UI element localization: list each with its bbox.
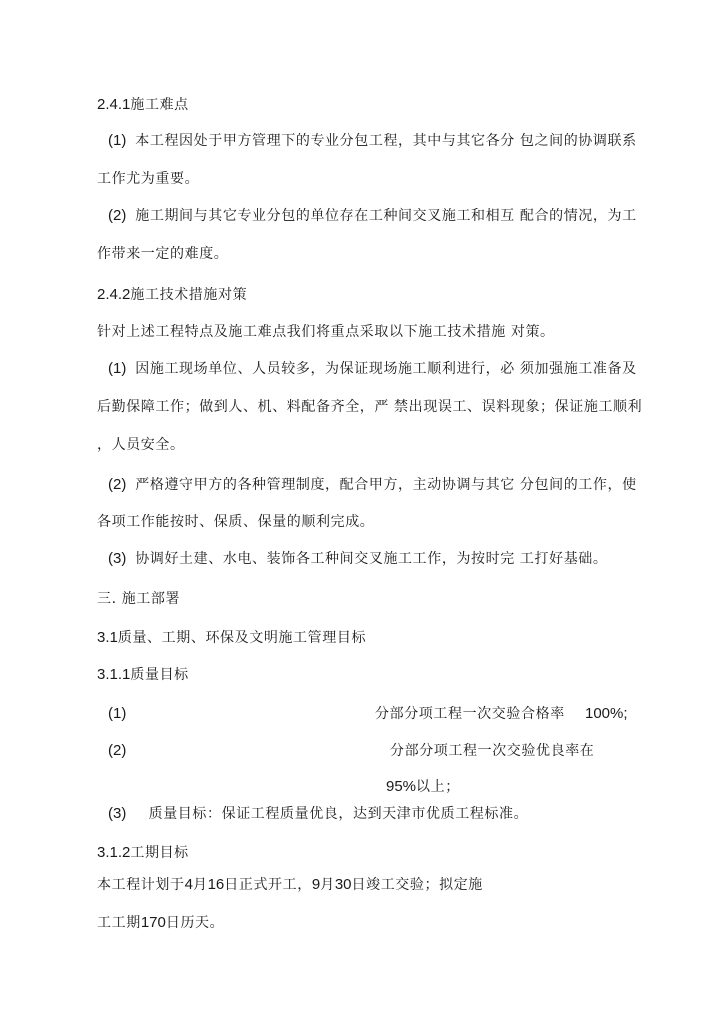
section-number: 3.1.1 — [97, 666, 131, 683]
start-month: 4 — [184, 876, 193, 893]
difficulty-item-1-line-1 — [108, 131, 637, 151]
quality-item-2-number: (2) — [108, 742, 127, 759]
measures-intro — [97, 322, 555, 342]
section-number: 2.4.1 — [97, 96, 131, 113]
chapter-3-heading — [97, 589, 180, 609]
measure-item-1-line-3 — [97, 435, 185, 455]
schedule-line-2: 工工期170日历天。 — [97, 914, 225, 931]
item-text: 作带来一定的难度。 — [97, 246, 229, 262]
quality-item-2-text: 分部分项工程一次交验优良率在 — [390, 743, 595, 759]
section-number: 3.1 — [97, 629, 118, 646]
section-title: 质量目标 — [130, 667, 189, 683]
measure-item-3 — [108, 549, 608, 569]
item-number: (1) — [108, 360, 127, 377]
schedule-line-1: 本工程计划于4月16日正式开工，9月30日竣工交验；拟定施 — [97, 876, 483, 893]
section-title: 工期目标 — [130, 845, 189, 861]
section-title: 施工难点 — [130, 97, 189, 113]
chapter-title: 三. 施工部署 — [97, 591, 181, 607]
duration-days: 170 — [140, 914, 166, 931]
section-number: 2.4.2 — [97, 286, 131, 303]
item-text: 工作尤为重要。 — [97, 171, 200, 187]
intro-text: 针对上述工程特点及施工难点我们将重点采取以下施工技术措施 对策。 — [97, 324, 555, 340]
item-number: (2) — [108, 476, 127, 493]
section-number: 3.1.2 — [97, 844, 131, 861]
start-day: 16 — [207, 876, 225, 893]
quality-item-1-text: 分部分项工程一次交验合格率 — [375, 706, 565, 722]
item-number: (3) — [108, 550, 127, 567]
item-text: 本工程因处于甲方管理下的专业分包工程，其中与其它各分 包之间的协调联系 — [135, 133, 637, 149]
measure-item-2-line-2 — [97, 512, 374, 532]
item-text: 后勤保障工作；做到人、机、料配备齐全，严 禁出现误工、误料现象；保证施工顺利 — [97, 399, 643, 415]
measure-item-1-line-2 — [97, 397, 642, 417]
heading-3-1-2 — [97, 843, 189, 863]
quality-item-1-value: 100%; — [585, 705, 628, 722]
section-title: 施工技术措施对策 — [130, 287, 248, 303]
item-text: 因施工现场单位、人员较多，为保证现场施工顺利进行，必 须加强施工准备及 — [135, 361, 637, 377]
item-text: 各项工作能按时、保质、保量的顺利完成。 — [97, 514, 375, 530]
rate-suffix: 以上； — [416, 779, 460, 795]
heading-2-4-1 — [97, 95, 189, 115]
item-text: 协调好土建、水电、装饰各工种间交叉施工工作，为按时完 工打好基础。 — [135, 551, 608, 567]
difficulty-item-2-line-2 — [97, 244, 228, 264]
section-title: 质量、工期、环保及文明施工管理目标 — [117, 630, 367, 646]
difficulty-item-2-line-1 — [108, 206, 637, 226]
measure-item-1-line-1 — [108, 359, 637, 379]
quality-item-3 — [108, 804, 528, 824]
rate-value: 95% — [386, 778, 417, 795]
item-text: 严格遵守甲方的各种管理制度，配合甲方，主动协调与其它 分包间的工作，使 — [135, 477, 637, 493]
measure-item-2-line-1 — [108, 475, 637, 495]
item-number: (2) — [108, 207, 127, 224]
end-day: 30 — [334, 876, 352, 893]
quality-item-1-number: (1) — [108, 705, 127, 722]
quality-item-2-value — [386, 777, 460, 797]
item-number: (3) — [108, 805, 127, 822]
item-text: 施工期间与其它专业分包的单位存在工种间交叉施工和相互 配合的情况，为工 — [135, 208, 637, 224]
heading-3-1 — [97, 628, 366, 648]
heading-3-1-1 — [97, 665, 189, 685]
difficulty-item-1-line-2 — [97, 169, 199, 189]
end-month: 9 — [311, 876, 321, 893]
item-number: (1) — [108, 132, 127, 149]
item-text: ，人员安全。 — [97, 437, 185, 453]
item-text: 质量目标：保证工程质量优良，达到天津市优质工程标准。 — [148, 806, 529, 822]
heading-2-4-2 — [97, 285, 247, 305]
